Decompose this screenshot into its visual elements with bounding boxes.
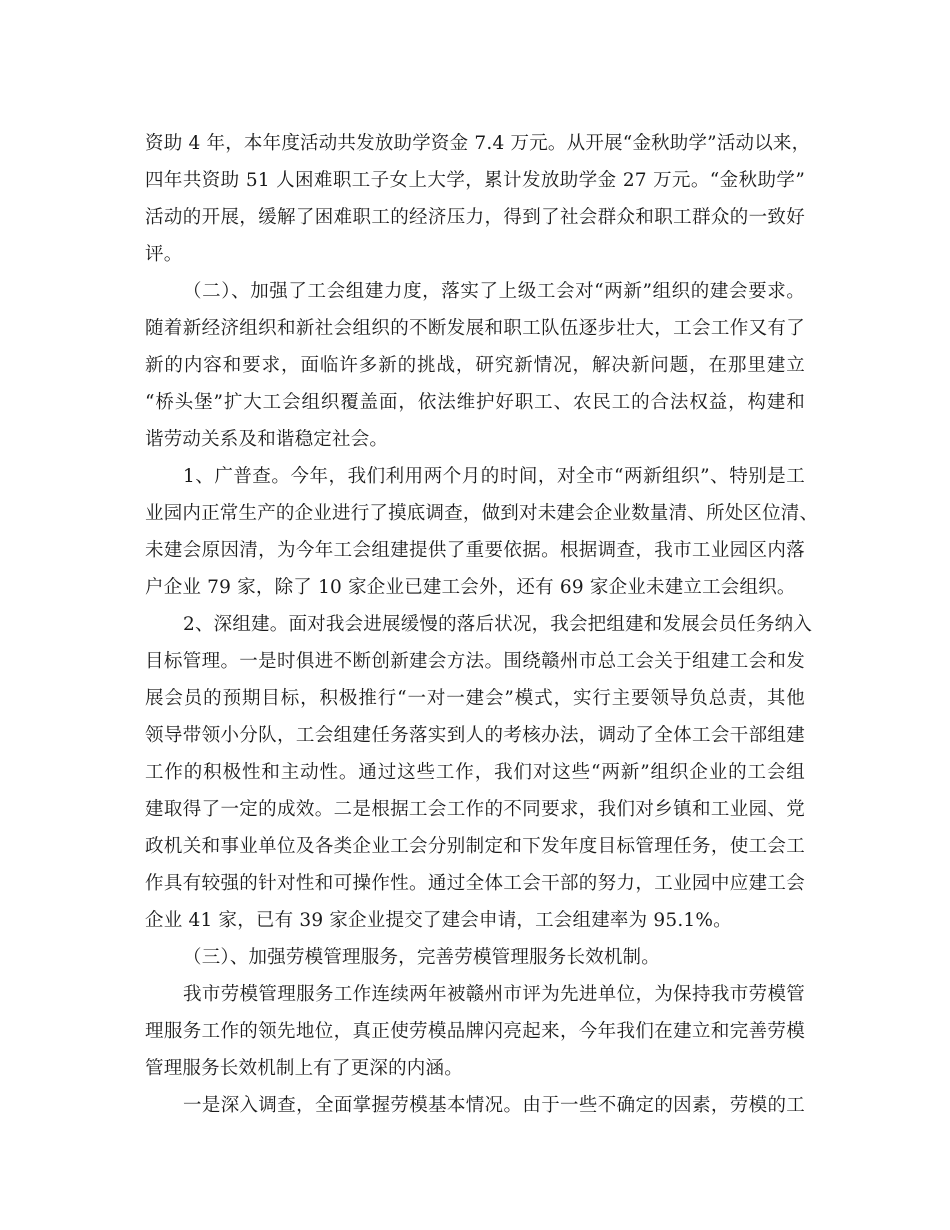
text-line: 展会员的预期目标，积极推行“一对一建会”模式，实行主要领导负总责，其他	[145, 688, 805, 709]
text-line: 新的内容和要求，面临许多新的挑战，研究新情况，解决新问题，在那里建立	[145, 355, 805, 376]
text-line: 资助 4 年，本年度活动共发放助学资金 7.4 万元。从开展“金秋助学”活动以来，	[145, 133, 811, 154]
text-line: 随着新经济组织和新社会组织的不断发展和职工队伍逐步壮大，工会工作又有了	[145, 318, 805, 339]
text-line: （二）、加强了工会组建力度，落实了上级工会对“两新”组织的建会要求。	[183, 281, 805, 302]
text-line: 企业 41 家，已有 39 家企业提交了建会申请，工会组建率为 95.1%。	[145, 910, 732, 931]
text-line: 2、深组建。面对我会进展缓慢的落后状况，我会把组建和发展会员任务纳入	[183, 614, 813, 635]
text-line: 建取得了一定的成效。二是根据工会工作的不同要求，我们对乡镇和工业园、党	[145, 799, 805, 820]
text-line: 领导带领小分队，工会组建任务落实到人的考核办法，调动了全体工会干部组建	[145, 725, 805, 746]
text-line: 作具有较强的针对性和可操作性。通过全体工会干部的努力，工业园中应建工会	[145, 873, 805, 894]
text-line: 政机关和事业单位及各类企业工会分别制定和下发年度目标管理任务，使工会工	[145, 836, 805, 857]
text-line: 1、广普查。今年，我们利用两个月的时间，对全市“两新组织”、特别是工	[183, 466, 805, 487]
text-line: 目标管理。一是时俱进不断创新建会方法。围绕赣州市总工会关于组建工会和发	[145, 651, 805, 672]
text-line: 未建会原因清，为今年工会组建提供了重要依据。根据调查，我市工业园区内落	[145, 540, 805, 561]
text-line: 四年共资助 51 人困难职工子女上大学，累计发放助学金 27 万元。“金秋助学”	[145, 170, 805, 191]
text-line: 工作的积极性和主动性。通过这些工作，我们对这些“两新”组织企业的工会组	[145, 762, 805, 783]
text-line: （三）、加强劳模管理服务，完善劳模管理服务长效机制。	[183, 947, 660, 968]
text-line: 谐劳动关系及和谐稳定社会。	[145, 429, 389, 450]
text-line: 理服务工作的领先地位，真正使劳模品牌闪亮起来，今年我们在建立和完善劳模	[145, 1021, 805, 1042]
text-line: 户企业 79 家，除了 10 家企业已建工会外，还有 69 家企业未建立工会组织。	[145, 577, 796, 598]
text-line: 管理服务长效机制上有了更深的内涵。	[145, 1058, 463, 1079]
text-line: 业园内正常生产的企业进行了摸底调查，做到对未建会企业数量清、所处区位清、	[145, 503, 819, 524]
text-line: 活动的开展，缓解了困难职工的经济压力，得到了社会群众和职工群众的一致好	[145, 207, 805, 228]
text-line: 我市劳模管理服务工作连续两年被赣州市评为先进单位，为保持我市劳模管	[183, 984, 805, 1005]
text-line: 一是深入调查，全面掌握劳模基本情况。由于一些不确定的因素，劳模的工	[183, 1095, 805, 1116]
text-line: 评。	[145, 244, 183, 265]
text-line: “桥头堡”扩大工会组织覆盖面，依法维护好职工、农民工的合法权益，构建和	[145, 392, 805, 413]
